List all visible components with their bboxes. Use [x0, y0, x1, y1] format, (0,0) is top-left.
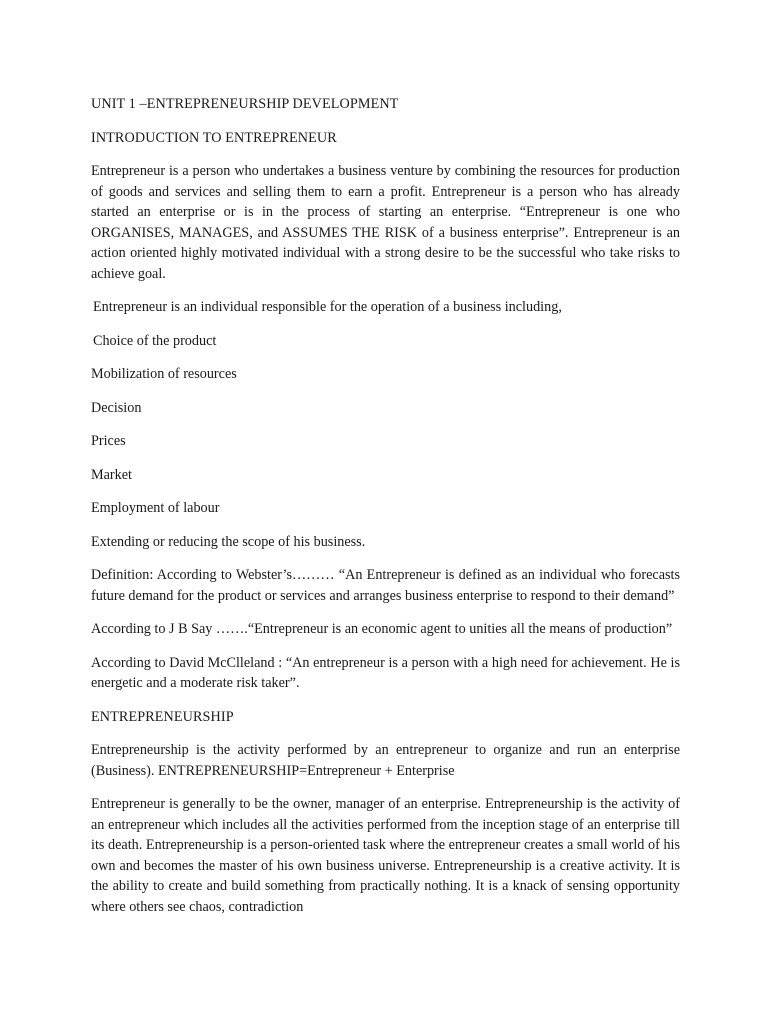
- list-item: Prices: [91, 433, 126, 449]
- entrepreneurship-definition: Entrepreneurship is the activity performed by an entrepreneur to organize and run an enterprise (Business). ENTREPRENEURSHIP=Entrepreneur + Enterprise: [91, 742, 680, 779]
- list-item: Market: [91, 466, 132, 483]
- list-item: Choice of the product: [93, 332, 217, 349]
- responsibility-list: [91, 331, 680, 553]
- responsibility-intro: Entrepreneur is an individual responsible for the operation of a business including,: [93, 299, 562, 315]
- intro-paragraph: Entrepreneur is a person who undertakes a business venture by combining the resources for production of goods and services and selling them to earn a profit. Entrepreneur is a person who has already started an enterprise or is in the process of starting an enterprise. “Entrepreneur is one who ORGANISES, MANAGES, and ASSUMES THE RISK of a business enterprise”. Entrepreneur is an action oriented highly motivated individual with a strong desire to be the successful who take risks to achieve goal.: [91, 163, 680, 282]
- list-item: Extending or reducing the scope of his business.: [91, 533, 366, 550]
- list-item: Employment of labour: [91, 500, 220, 516]
- section-title-introduction: INTRODUCTION TO ENTREPRENEUR: [91, 129, 337, 146]
- definition-mcclelland: According to David McClleland : “An entrepreneur is a person with a high need for achievement. He is energetic and a moderate risk taker”.: [91, 654, 680, 691]
- list-item: Mobilization of resources: [91, 366, 237, 382]
- definition-jb-say: According to J B Say …….“Entrepreneur is an economic agent to unities all the means of production”: [91, 621, 673, 637]
- list-item: Decision: [91, 399, 142, 416]
- entrepreneurship-paragraph: Entrepreneur is generally to be the owner, manager of an enterprise. Entrepreneurship is the activity of an entrepreneur which includes all the activities performed from the inception stage of an enterprise till its death. Entrepreneurship is a person-oriented task where the entrepreneur creates a small world of his own and becomes the master of his own business universe. Entrepreneurship is a creative activity. It is the ability to create and build something from practically nothing. It is a knack of sensing opportunity where others see chaos, contradiction: [91, 796, 680, 915]
- definition-webster: Definition: According to Webster’s……… “An Entrepreneur is defined as an individual who forecasts future demand for the product or services and arranges business enterprise to respond to their demand”: [91, 567, 680, 604]
- unit-title: UNIT 1 –ENTREPRENEURSHIP DEVELOPMENT: [91, 96, 399, 112]
- section-title-entrepreneurship: ENTREPRENEURSHIP: [91, 708, 234, 725]
